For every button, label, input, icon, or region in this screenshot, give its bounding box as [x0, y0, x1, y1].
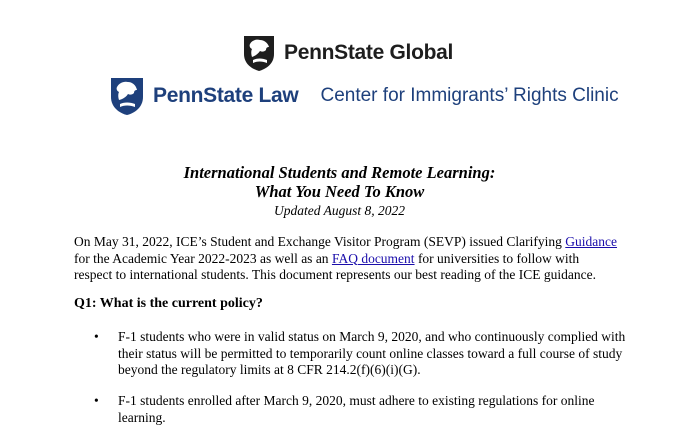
bullet-icon: • [94, 329, 99, 344]
intro-text-1: On May 31, 2022, ICE’s Student and Exchange Visitor Program (SEVP) issued Clarifying [74, 234, 566, 249]
clinic-name: Center for Immigrants’ Rights Clinic [320, 85, 619, 106]
pennstate-law-logo [109, 75, 619, 117]
document-title-line-1: International Students and Remote Learning: [183, 163, 496, 182]
logo-top-text: PennState Global [284, 41, 454, 64]
guidance-link[interactable]: Guidance [565, 234, 618, 249]
bullet-icon: • [94, 393, 99, 408]
faq-document-link[interactable]: FAQ document [331, 250, 415, 266]
intro-paragraph [74, 234, 619, 284]
nittany-lion-shield-icon [242, 34, 276, 72]
logo-bottom-text: PennState Law [153, 84, 299, 107]
list-item-text: F-1 students enrolled after March 9, 2020, must adhere to existing regulations for online learning. [118, 393, 595, 425]
list-item-text: F-1 students who were in valid status on March 9, 2020, and who continuously complied with their status will be permitted to temporarily count online classes toward a full course of study beyond the regulatory limits at 8 CFR 214.2(f)(6)(i)(G). [118, 329, 626, 377]
nittany-lion-shield-icon [109, 76, 145, 116]
question-heading: Q1: What is the current policy? [74, 296, 263, 311]
document-title-line-2: What You Need To Know [254, 182, 425, 201]
pennstate-global-logo [242, 33, 453, 73]
intro-text-3: for universities to follow with respect to international students. This document represents our best reading of the ICE guidance. [74, 250, 596, 282]
intro-text-2: for the Academic Year 2022-2023 as well as an [74, 250, 332, 266]
updated-date: Updated August 8, 2022 [274, 203, 405, 218]
